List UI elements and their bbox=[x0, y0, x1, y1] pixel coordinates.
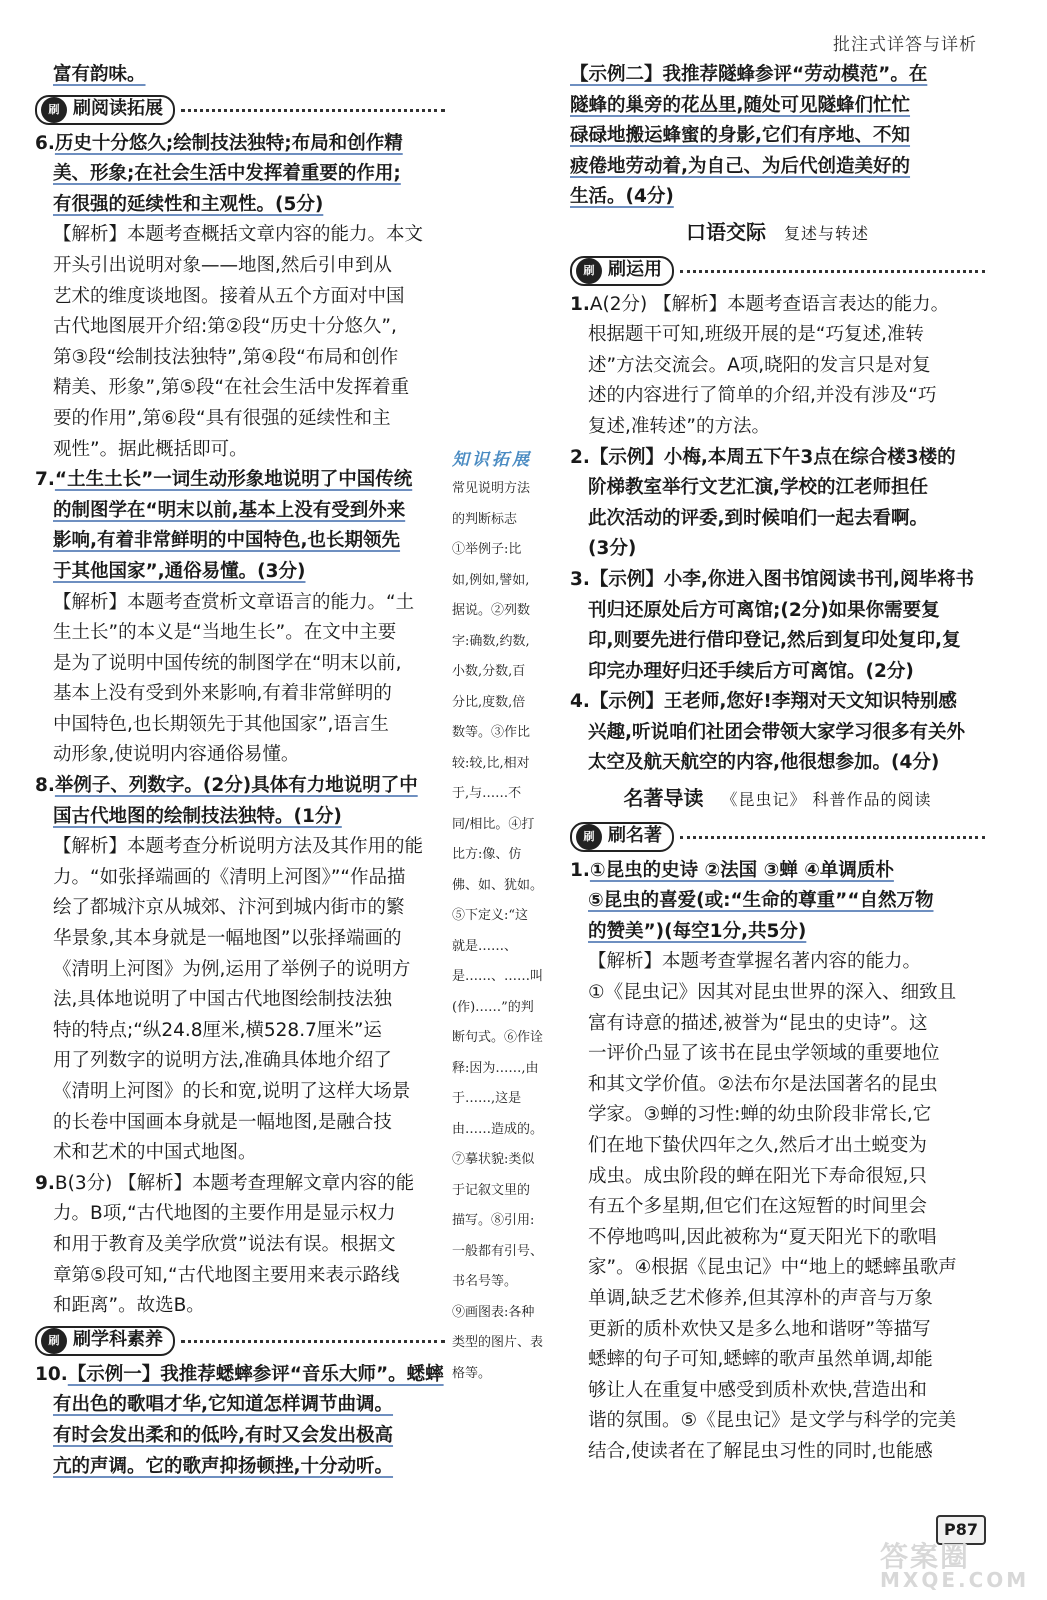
text-line bbox=[35, 251, 445, 282]
line-text: 第③段“绘制技法独特”,第④段“布局和创作 bbox=[53, 346, 399, 368]
line-text: A(2分) 【解析】本题考查语言表达的能力。 bbox=[589, 293, 950, 315]
text-line bbox=[570, 1162, 985, 1193]
line-text: 有五个多星期,但它们在这短暂的时间里会 bbox=[588, 1196, 927, 1218]
text-line bbox=[35, 1077, 445, 1108]
line-text: 特的特点;“纵24.8厘米,横528.7厘米”运 bbox=[53, 1019, 382, 1041]
sidebar-line: 于……,这是 bbox=[452, 1091, 522, 1106]
sidebar-line: 字:确数,约数, bbox=[452, 633, 530, 649]
chapter-subtitle: 复述与转述 bbox=[783, 223, 869, 243]
text-line bbox=[570, 657, 985, 688]
text-line bbox=[570, 1131, 985, 1162]
text-line bbox=[35, 710, 445, 741]
right-column bbox=[570, 60, 985, 1468]
text-line bbox=[35, 1199, 445, 1230]
line-text: 蟋蟀的句子可知,蟋蟀的歌声虽然单调,却能 bbox=[588, 1349, 933, 1371]
sidebar-line: ⑤下定义:“这 bbox=[452, 908, 529, 923]
text-line bbox=[570, 1345, 985, 1376]
line-text: 们在地下蛰伏四年之久,然后才出土蜕变为 bbox=[588, 1135, 927, 1156]
text-line bbox=[35, 465, 445, 496]
line-text: 【解析】本题考查掌握名著内容的能力。 bbox=[588, 951, 922, 973]
section-header bbox=[35, 93, 445, 127]
text-line bbox=[570, 534, 985, 565]
watermark-url: MXQE.COM bbox=[880, 1568, 1030, 1592]
sidebar-line: 一般都有引号、 bbox=[452, 1243, 544, 1259]
line-text: 谐的氛围。⑤《昆虫记》是文学与科学的完美 bbox=[588, 1410, 957, 1432]
line-text: 是为了说明中国传统的制图学在“明末以前, bbox=[53, 652, 402, 674]
section-header bbox=[570, 254, 985, 288]
line-text: 结合,使读者在了解昆虫习性的同时,也能感 bbox=[588, 1440, 933, 1462]
text-line bbox=[35, 1291, 445, 1322]
text-line bbox=[570, 748, 985, 779]
text-line bbox=[35, 618, 445, 649]
line-text: 的长卷中国画本身就是一幅地图,是融合技 bbox=[53, 1111, 392, 1133]
sidebar-body bbox=[452, 474, 564, 1389]
text-line bbox=[35, 771, 445, 802]
watermark-logo: 答案圈 bbox=[880, 1540, 971, 1573]
text-line bbox=[570, 91, 985, 122]
brush-badge-icon: 刷 bbox=[576, 824, 602, 850]
line-text: 隧蜂的巢旁的花丛里,随处可见隧蜂们忙忙 bbox=[570, 94, 911, 116]
question-number: 9. bbox=[35, 1172, 55, 1194]
text-line bbox=[35, 985, 445, 1016]
text-line bbox=[35, 1169, 445, 1200]
sidebar-line: 分比,度数,倍 bbox=[452, 694, 526, 710]
page-header: 批注式详答与详析 bbox=[833, 35, 977, 55]
line-text: 《清明上河图》的长和宽,说明了这样大场景 bbox=[53, 1081, 411, 1102]
text-line bbox=[570, 626, 985, 657]
sidebar-line: ⑦摹状貌:类似 bbox=[452, 1152, 535, 1167]
text-line bbox=[570, 1406, 985, 1437]
text-line bbox=[570, 1223, 985, 1254]
text-line bbox=[35, 190, 445, 221]
line-text: 中国特色,也长期领先于其他国家”,语言生 bbox=[53, 713, 389, 735]
line-text: 的赞美”)(每空1分,共5分) bbox=[588, 920, 807, 942]
text-line bbox=[570, 152, 985, 183]
sidebar-line: 较:较,比,相对 bbox=[452, 755, 530, 771]
text-line bbox=[35, 955, 445, 986]
line-text: 华景象,其本身就是一幅地图”以张择端画的 bbox=[53, 928, 402, 950]
text-line bbox=[570, 718, 985, 749]
line-text: 兴趣,听说咱们社团会带领大家学习很多有关外 bbox=[588, 721, 966, 743]
text-line bbox=[570, 320, 985, 351]
line-text: 用了列数字的说明方法,准确具体地介绍了 bbox=[53, 1050, 392, 1072]
line-text: ①《昆虫记》因其对昆虫世界的深入、细致且 bbox=[588, 982, 957, 1004]
sidebar-title: 知识拓展 bbox=[452, 450, 532, 470]
section-divider bbox=[181, 109, 445, 112]
text-line bbox=[35, 1230, 445, 1261]
line-text: 影响,有着非常鲜明的中国特色,也长期领先 bbox=[53, 530, 401, 552]
line-text: 更新的质朴欢快又是多么地和谐呀”等描写 bbox=[588, 1318, 931, 1340]
chapter-title: 口语交际 bbox=[685, 219, 766, 244]
sidebar-line: 比方:像、仿 bbox=[452, 847, 522, 862]
line-text: 富有韵味。 bbox=[53, 64, 146, 85]
question-number: 4. bbox=[570, 691, 590, 713]
text-line bbox=[35, 1452, 445, 1483]
line-text: 学家。③蝉的习性:蝉的幼虫阶段非常长,它 bbox=[588, 1104, 932, 1126]
question-number: 1. bbox=[570, 293, 590, 315]
sidebar-line: 描写。⑧引用: bbox=[452, 1213, 535, 1228]
text-line bbox=[35, 1138, 445, 1169]
text-line bbox=[35, 312, 445, 343]
brush-badge-icon: 刷 bbox=[41, 1328, 67, 1354]
section-title: 刷阅读拓展 bbox=[73, 98, 163, 120]
text-line bbox=[570, 60, 985, 91]
text-line bbox=[35, 1390, 445, 1421]
line-text: 【解析】本题考查概括文章内容的能力。本文 bbox=[53, 224, 424, 246]
line-text: 【示例一】我推荐蟋蟀参评“音乐大师”。蟋蟀 bbox=[67, 1363, 444, 1385]
text-line bbox=[35, 740, 445, 771]
line-text: ①昆虫的史诗 ②法国 ③蝉 ④单调质朴 bbox=[589, 859, 894, 881]
text-line bbox=[570, 1284, 985, 1315]
section-divider bbox=[680, 836, 985, 839]
text-line bbox=[35, 863, 445, 894]
text-line bbox=[570, 121, 985, 152]
line-text: 力。“如张择端画的《清明上河图》”“作品描 bbox=[53, 866, 406, 888]
line-text: 此次活动的评委,到时候咱们一起去看啊。 bbox=[588, 507, 929, 529]
sidebar-line: 数等。③作比 bbox=[452, 725, 531, 740]
sidebar-line: 就是……、 bbox=[452, 938, 518, 954]
text-line bbox=[570, 565, 985, 596]
text-line bbox=[570, 1009, 985, 1040]
text-line bbox=[35, 435, 445, 466]
text-line bbox=[35, 924, 445, 955]
section-divider bbox=[680, 270, 985, 273]
line-text: 开头引出说明对象——地图,然后引申到从 bbox=[53, 254, 392, 276]
line-text: 一评价凸显了该书在昆虫学领域的重要地位 bbox=[588, 1043, 940, 1065]
text-line bbox=[35, 1360, 445, 1391]
question-number: 6. bbox=[35, 132, 55, 154]
line-text: 够让人在重复中感受到质朴欢快,营造出和 bbox=[588, 1379, 927, 1401]
chapter-heading bbox=[570, 783, 985, 816]
line-text: 印,则要先进行借印登记,然后到复印处复印,复 bbox=[588, 630, 961, 652]
line-text: 和其文学价值。②法布尔是法国著名的昆虫 bbox=[588, 1073, 938, 1095]
sidebar-line: 断句式。⑥作诠 bbox=[452, 1030, 544, 1045]
line-text: 成虫。成虫阶段的蝉在阳光下寿命很短,只 bbox=[588, 1165, 927, 1187]
text-line bbox=[570, 182, 985, 213]
text-line bbox=[570, 1437, 985, 1468]
line-text: 【解析】本题考查分析说明方法及其作用的能 bbox=[53, 836, 424, 858]
line-text: 精美、形象”,第⑤段“在社会生活中发挥着重 bbox=[53, 377, 410, 399]
sidebar-line: 格等。 bbox=[452, 1365, 492, 1381]
sidebar-line: 同/相比。④打 bbox=[452, 816, 535, 832]
sidebar-line: 于记叙文里的 bbox=[452, 1182, 531, 1198]
text-line bbox=[570, 978, 985, 1009]
question-number: 7. bbox=[35, 469, 55, 491]
line-text: (3分) bbox=[588, 538, 637, 560]
text-line bbox=[35, 1016, 445, 1047]
text-line bbox=[35, 343, 445, 374]
chapter-title: 名著导读 bbox=[623, 786, 704, 811]
text-line bbox=[35, 649, 445, 680]
text-line bbox=[570, 1315, 985, 1346]
section-divider bbox=[181, 1340, 445, 1343]
line-text: 美、形象;在社会生活中发挥着重要的作用; bbox=[53, 163, 401, 185]
line-text: 国古代地图的绘制技法独特。(1分) bbox=[53, 805, 342, 827]
line-text: 生活。(4分) bbox=[570, 186, 674, 208]
text-line bbox=[35, 1046, 445, 1077]
line-text: 【示例】小李,你进入图书馆阅读书刊,阅毕将书 bbox=[589, 568, 974, 590]
line-text: 历史十分悠久;绘制技法独特;布局和创作精 bbox=[54, 132, 403, 154]
text-line bbox=[35, 557, 445, 588]
brush-badge-icon: 刷 bbox=[576, 258, 602, 284]
sidebar-line: 如,例如,譬如, bbox=[452, 572, 530, 588]
line-text: 根据题干可知,班级开展的是“巧复述,准转 bbox=[588, 324, 924, 346]
line-text: 生土长”的本义是“当地生长”。在文中主要 bbox=[53, 622, 397, 644]
text-line bbox=[570, 381, 985, 412]
text-line bbox=[570, 1376, 985, 1407]
text-line bbox=[570, 856, 985, 887]
text-line bbox=[35, 1421, 445, 1452]
line-text: 印完办理好归还手续后方可离馆。(2分) bbox=[588, 660, 914, 682]
text-line bbox=[570, 1192, 985, 1223]
line-text: 的制图学在“明末以前,基本上没有受到外来 bbox=[53, 499, 406, 521]
page-number: P87 bbox=[936, 1515, 986, 1545]
sidebar-line: 类型的图片、表 bbox=[452, 1335, 544, 1350]
question-number: 3. bbox=[570, 568, 590, 590]
text-line bbox=[35, 526, 445, 557]
line-text: 家”。④根据《昆虫记》中“地上的蟋蟀虽歌声 bbox=[588, 1257, 957, 1279]
text-line bbox=[35, 679, 445, 710]
text-line bbox=[570, 687, 985, 718]
section-title: 刷运用 bbox=[608, 259, 662, 281]
question-number: 2. bbox=[570, 446, 590, 468]
line-text: 章第⑤段可知,“古代地图主要用来表示路线 bbox=[53, 1264, 400, 1286]
line-text: 动形象,使说明内容通俗易懂。 bbox=[53, 744, 300, 766]
line-text: 刊归还原处后方可离馆;(2分)如果你需要复 bbox=[588, 599, 940, 621]
text-line bbox=[570, 412, 985, 443]
line-text: 绘了都城汴京从城郊、汴河到城内街市的繁 bbox=[53, 897, 405, 919]
text-line bbox=[570, 473, 985, 504]
line-text: 术和艺术的中国式地图。 bbox=[53, 1142, 257, 1164]
section-pill bbox=[570, 822, 674, 852]
sidebar-line: (作)……”的判 bbox=[452, 999, 534, 1015]
line-text: 艺术的维度谈地图。接着从五个方面对中国 bbox=[53, 285, 405, 307]
sidebar-line: ⑨画图表:各种 bbox=[452, 1304, 535, 1320]
line-text: 【示例二】我推荐隧蜂参评“劳动模范”。在 bbox=[570, 64, 928, 85]
line-text: 碌碌地搬运蜂蜜的身影,它们有序地、不知 bbox=[570, 125, 911, 147]
text-line bbox=[35, 220, 445, 251]
line-text: 法,具体地说明了中国古代地图绘制技法独 bbox=[53, 989, 392, 1011]
text-line bbox=[35, 404, 445, 435]
line-text: 阶梯教室举行文艺汇演,学校的江老师担任 bbox=[588, 477, 929, 499]
line-text: 于其他国家”,通俗易懂。(3分) bbox=[53, 560, 306, 582]
text-line bbox=[570, 1070, 985, 1101]
text-line bbox=[35, 1261, 445, 1292]
text-line bbox=[570, 290, 985, 321]
line-text: 述的内容进行了简单的介绍,并没有涉及“巧 bbox=[588, 385, 937, 407]
line-text: 举例子、列数字。(2分)具体有力地说明了中 bbox=[54, 775, 418, 797]
line-text: ⑤昆虫的喜爱(或:“生命的尊重”“自然万物 bbox=[588, 890, 934, 912]
section-header bbox=[570, 820, 985, 854]
text-line bbox=[570, 947, 985, 978]
text-line bbox=[570, 917, 985, 948]
question-number: 10. bbox=[35, 1363, 68, 1385]
line-text: 有时会发出柔和的低吟,有时又会发出极高 bbox=[53, 1424, 394, 1446]
section-pill bbox=[35, 1326, 175, 1356]
line-text: 【解析】本题考查赏析文章语言的能力。“土 bbox=[53, 591, 415, 613]
question-number: 1. bbox=[570, 859, 590, 881]
text-line bbox=[570, 596, 985, 627]
text-line bbox=[570, 351, 985, 382]
section-pill bbox=[570, 256, 674, 286]
line-text: 太空及航天航空的内容,他很想参加。(4分) bbox=[588, 752, 940, 774]
sidebar-line: 的判断标志 bbox=[452, 511, 518, 527]
text-line bbox=[35, 496, 445, 527]
sidebar-line: 小数,分数,百 bbox=[452, 664, 526, 679]
line-text: “土生土长”一词生动形象地说明了中国传统 bbox=[54, 469, 413, 491]
sidebar-line: 书名号等。 bbox=[452, 1274, 518, 1289]
section-title: 刷名著 bbox=[608, 825, 662, 847]
text-line bbox=[570, 886, 985, 917]
section-pill bbox=[35, 95, 175, 125]
question-number: 8. bbox=[35, 775, 55, 797]
text-line bbox=[35, 588, 445, 619]
sidebar-line: ①举例子:比 bbox=[452, 542, 522, 557]
line-text: 基本上没有受到外来影响,有着非常鲜明的 bbox=[53, 683, 392, 705]
sidebar-line: 于,与……不 bbox=[452, 786, 522, 801]
text-line bbox=[35, 802, 445, 833]
line-text: B(3分) 【解析】本题考查理解文章内容的能 bbox=[54, 1172, 415, 1194]
sidebar-line: 佛、如、犹如。 bbox=[452, 877, 544, 893]
sidebar-line: 是……、……叫 bbox=[452, 969, 544, 984]
knowledge-sidebar bbox=[452, 445, 564, 1389]
line-text: 有出色的歌唱才华,它知道怎样调节曲调。 bbox=[53, 1394, 394, 1416]
chapter-subtitle: 《昆虫记》 科普作品的阅读 bbox=[721, 790, 932, 810]
text-line bbox=[570, 1039, 985, 1070]
text-line bbox=[570, 443, 985, 474]
line-text: 古代地图展开介绍:第②段“历史十分悠久”, bbox=[53, 316, 397, 338]
text-line bbox=[570, 1100, 985, 1131]
text-line bbox=[570, 1253, 985, 1284]
line-text: 单调,缺乏艺术修养,但其淳朴的声音与万象 bbox=[588, 1287, 933, 1309]
sidebar-line: 常见说明方法 bbox=[452, 481, 531, 496]
line-text: 和距离”。故选B。 bbox=[53, 1295, 205, 1317]
line-text: 不停地鸣叫,因此被称为“夏天阳光下的歌唱 bbox=[588, 1226, 937, 1248]
line-text: 【示例】王老师,您好!李翔对天文知识特别感 bbox=[589, 691, 957, 713]
sidebar-line: 据说。②列数 bbox=[452, 603, 531, 618]
section-header bbox=[35, 1324, 445, 1358]
section-title: 刷学科素养 bbox=[73, 1329, 163, 1351]
line-text: 亢的声调。它的歌声抑扬顿挫,十分动听。 bbox=[53, 1455, 394, 1477]
brush-badge-icon: 刷 bbox=[41, 97, 67, 123]
text-line bbox=[35, 159, 445, 190]
text-line bbox=[35, 60, 445, 91]
line-text: 疲倦地劳动着,为自己、为后代创造美好的 bbox=[570, 155, 911, 177]
line-text: 复述,准转述”的方法。 bbox=[588, 415, 770, 437]
text-line bbox=[35, 129, 445, 160]
text-line bbox=[35, 832, 445, 863]
line-text: 述”方法交流会。A项,晓阳的发言只是对复 bbox=[588, 354, 931, 376]
line-text: 和用于教育及美学欣赏”说法有误。根据文 bbox=[53, 1233, 396, 1255]
line-text: 要的作用”,第⑥段“具有很强的延续性和主 bbox=[53, 407, 391, 429]
line-text: 【示例】小梅,本周五下午3点在综合楼3楼的 bbox=[589, 446, 956, 468]
line-text: 力。B项,“古代地图的主要作用是显示权力 bbox=[53, 1203, 396, 1225]
line-text: 富有诗意的描述,被誉为“昆虫的史诗”。这 bbox=[588, 1012, 928, 1034]
sidebar-line: 由……造成的。 bbox=[452, 1121, 544, 1137]
text-line bbox=[35, 282, 445, 313]
chapter-heading bbox=[570, 217, 985, 250]
line-text: 《清明上河图》为例,运用了举例子的说明方 bbox=[53, 958, 411, 980]
text-line bbox=[35, 373, 445, 404]
text-line bbox=[570, 504, 985, 535]
text-line bbox=[35, 893, 445, 924]
line-text: 观性”。据此概括即可。 bbox=[53, 438, 248, 460]
left-column bbox=[35, 60, 445, 1482]
line-text: 有很强的延续性和主观性。(5分) bbox=[53, 193, 324, 215]
text-line bbox=[35, 1108, 445, 1139]
sidebar-line: 释:因为……,由 bbox=[452, 1060, 539, 1076]
